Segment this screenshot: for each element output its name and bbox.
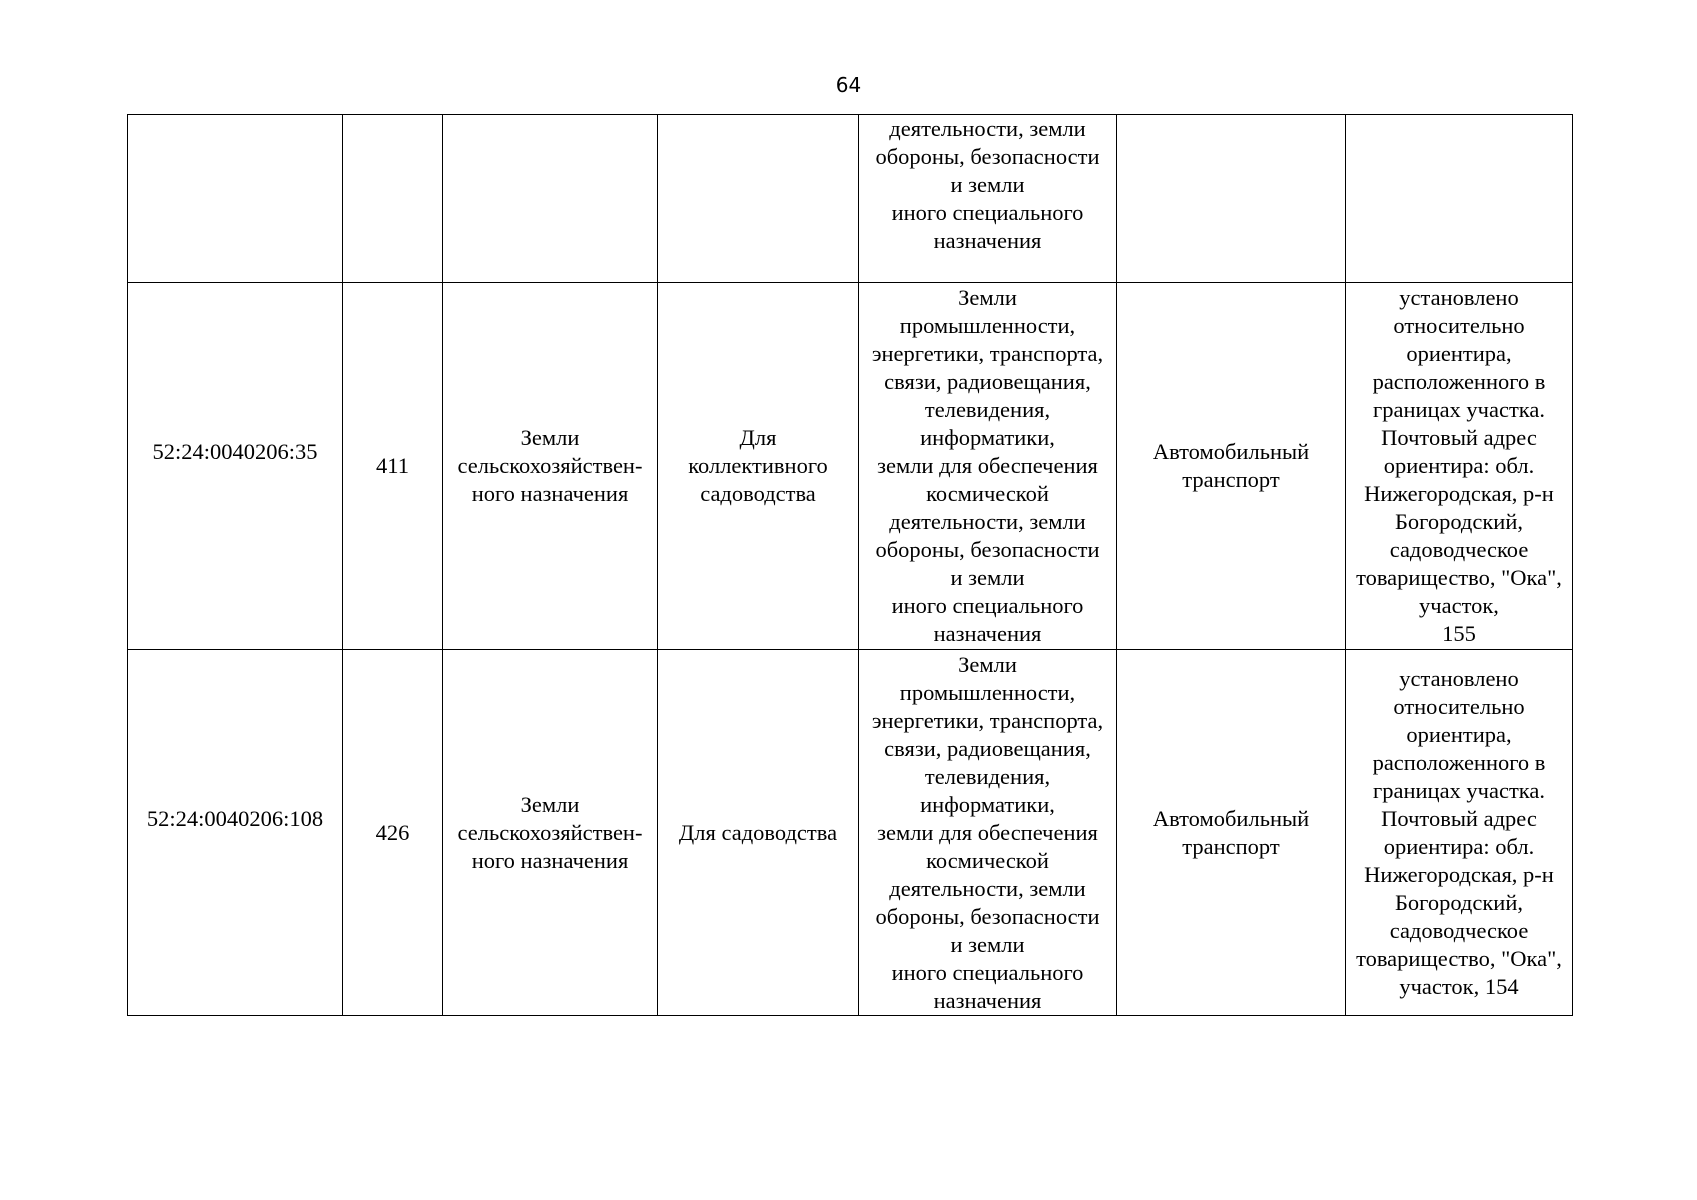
address-cell: установлено относительно ориентира, расположенного в границах участка. Почтовый адрес ориентира: обл. Нижегородская, р-н Богородский, садоводческое товарищество, "Ока", участок, 154 [1346,650,1573,1016]
area-cell: 426 [343,650,443,1016]
area-cell [343,115,443,283]
object-type-cell [1117,115,1346,283]
category-cell: Земли сельскохозяйствен- ного назначения [443,283,658,650]
address-cell [1346,115,1573,283]
category-cell: Земли сельскохозяйствен- ного назначения [443,650,658,1016]
object-type-cell: Автомобильный транспорт [1117,650,1346,1016]
cadastral-number-cell: 52:24:0040206:108 [128,650,343,1016]
page-number: 64 [835,73,862,97]
object-type-cell: Автомобильный транспорт [1117,283,1346,650]
land-category-cell: Земли промышленности, энергетики, транспорта, связи, радиовещания, телевидения, информатики, земли для обеспечения космической деятельности, земли обороны, безопасности и земли иного специального назначения [859,283,1117,650]
permitted-use-cell: Для коллективного садоводства [658,283,859,650]
table-row [128,650,1573,1016]
address-cell: установлено относительно ориентира, расположенного в границах участка. Почтовый адрес ориентира: обл. Нижегородская, р-н Богородский, садоводческое товарищество, "Ока", участок, 155 [1346,283,1573,650]
table-row [128,283,1573,650]
permitted-use-cell [658,115,859,283]
land-category-cell: деятельности, земли обороны, безопасности и земли иного специального назначения [859,115,1117,283]
cadastral-number-cell [128,115,343,283]
category-cell [443,115,658,283]
land-plots-table [127,114,1573,1016]
permitted-use-cell: Для садоводства [658,650,859,1016]
cadastral-number-cell: 52:24:0040206:35 [128,283,343,650]
table-row [128,115,1573,283]
area-cell: 411 [343,283,443,650]
land-category-cell: Земли промышленности, энергетики, транспорта, связи, радиовещания, телевидения, информатики, земли для обеспечения космической деятельности, земли обороны, безопасности и земли иного специального назначения [859,650,1117,1016]
